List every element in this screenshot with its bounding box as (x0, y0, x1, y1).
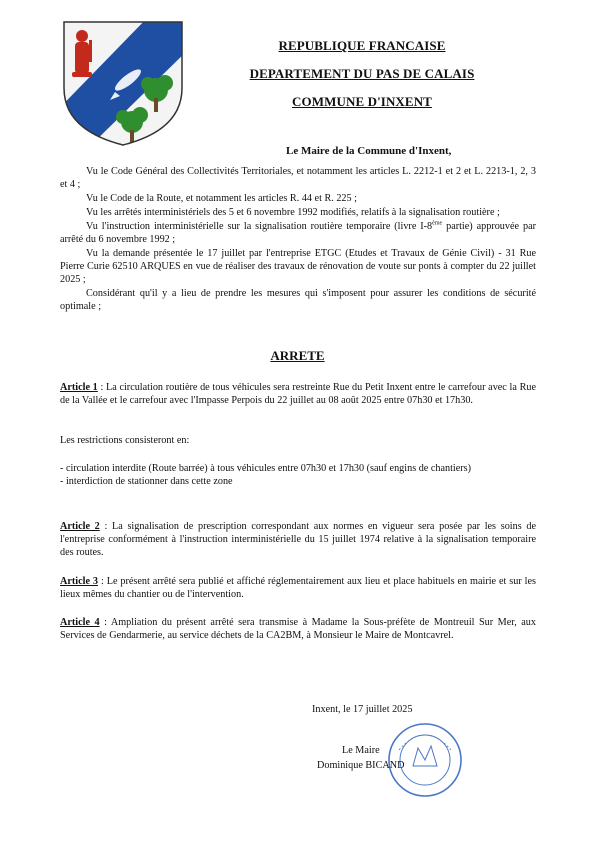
considerant-item: Vu la demande présentée le 17 juillet par l'entreprise ETGC (Etudes et Travaux de Génie Civil) - 31 Rue Pierre Curie 62510 ARQUES en vue de réaliser des travaux de rénovation de voute sur ponts à compter du 22 juillet 2025 ; (60, 248, 536, 285)
considerants-block (60, 165, 536, 314)
restrictions-intro: Les restrictions consisteront en: (60, 435, 190, 446)
article-4 (60, 616, 536, 642)
article-label: Article 3 (60, 576, 99, 587)
restriction-item: - circulation interdite (Route barrée) à tous véhicules entre 07h30 et 17h30 (sauf engins de chantiers) (60, 463, 472, 474)
article-label: Article 1 (60, 382, 98, 393)
arrete-title: ARRETE (270, 348, 325, 363)
article-2 (60, 520, 536, 559)
signature-title: Le Maire (342, 745, 380, 756)
mayor-intro: Le Maire de la Commune d'Inxent, (286, 145, 452, 157)
coat-of-arms-icon (60, 18, 186, 148)
article-text: : Ampliation du présent arrêté sera transmise à Madame la Sous-préfète de Montreuil Sur Mer, aux Services de Gendarmerie, au service déchets de la CA2BM, à Monsieur le Maire de Montcavrel. (60, 617, 536, 641)
header-republic: REPUBLIQUE FRANCAISE (278, 38, 446, 53)
considerant-item: Vu le Code Général des Collectivités Territoriales, et notamment les articles L. 2212-1 et 2 et L. 2213-1, 2, 3 et 4 ; (60, 166, 536, 190)
article-text: : La signalisation de prescription correspondant aux normes en vigueur sera posée par les soins de l'entreprise conformément à l'instruction interministérielle du 15 juillet 1974 relative à la signalisation temporaire des routes. (60, 521, 536, 558)
instruction-text: Vu l'instruction interministérielle sur la signalisation routière temporaire (livre I-8 (86, 221, 433, 232)
instruction-sup: ème (432, 220, 443, 227)
restrictions-list (60, 462, 536, 488)
signature-name: Dominique BICAND (317, 760, 405, 771)
restriction-item: - interdiction de stationner dans cette zone (60, 476, 233, 487)
article-text: : Le présent arrêté sera publié et affiché réglementairement aux lieu et place habituels en mairie et sur les lieux mêmes du chantier ou de l'intervention. (60, 576, 536, 600)
header-department: DEPARTEMENT DU PAS DE CALAIS (249, 66, 475, 81)
considerant-item: Vu le Code de la Route, et notamment les articles R. 44 et R. 225 ; (86, 193, 357, 204)
article-text: : La circulation routière de tous véhicules sera restreinte Rue du Petit Inxent entre le carrefour avec la Rue de la Vallée et le carrefour avec l'Impasse Perpois du 22 juillet au 08 août 2025 entre 07h30 et 17h30. (60, 382, 536, 406)
considerant-item: Vu les arrêtés interministériels des 5 et 6 novembre 1992 modifiés, relatifs à la signalisation routière ; (86, 207, 500, 218)
date-line: Inxent, le 17 juillet 2025 (312, 704, 413, 715)
article-3 (60, 575, 536, 601)
considerant-item: Considérant qu'il y a lieu de prendre les mesures qui s'imposent pour assurer les conditions de sécurité optimale ; (60, 288, 536, 312)
considerant-instruction (60, 220, 536, 246)
instruction-text-end: partie) approuvée par arrêté du 6 novembre 1992 ; (60, 221, 536, 245)
article-label: Article 4 (60, 617, 100, 628)
article-label: Article 2 (60, 521, 100, 532)
article-1 (60, 381, 536, 407)
header-commune: COMMUNE D'INXENT (292, 94, 432, 109)
